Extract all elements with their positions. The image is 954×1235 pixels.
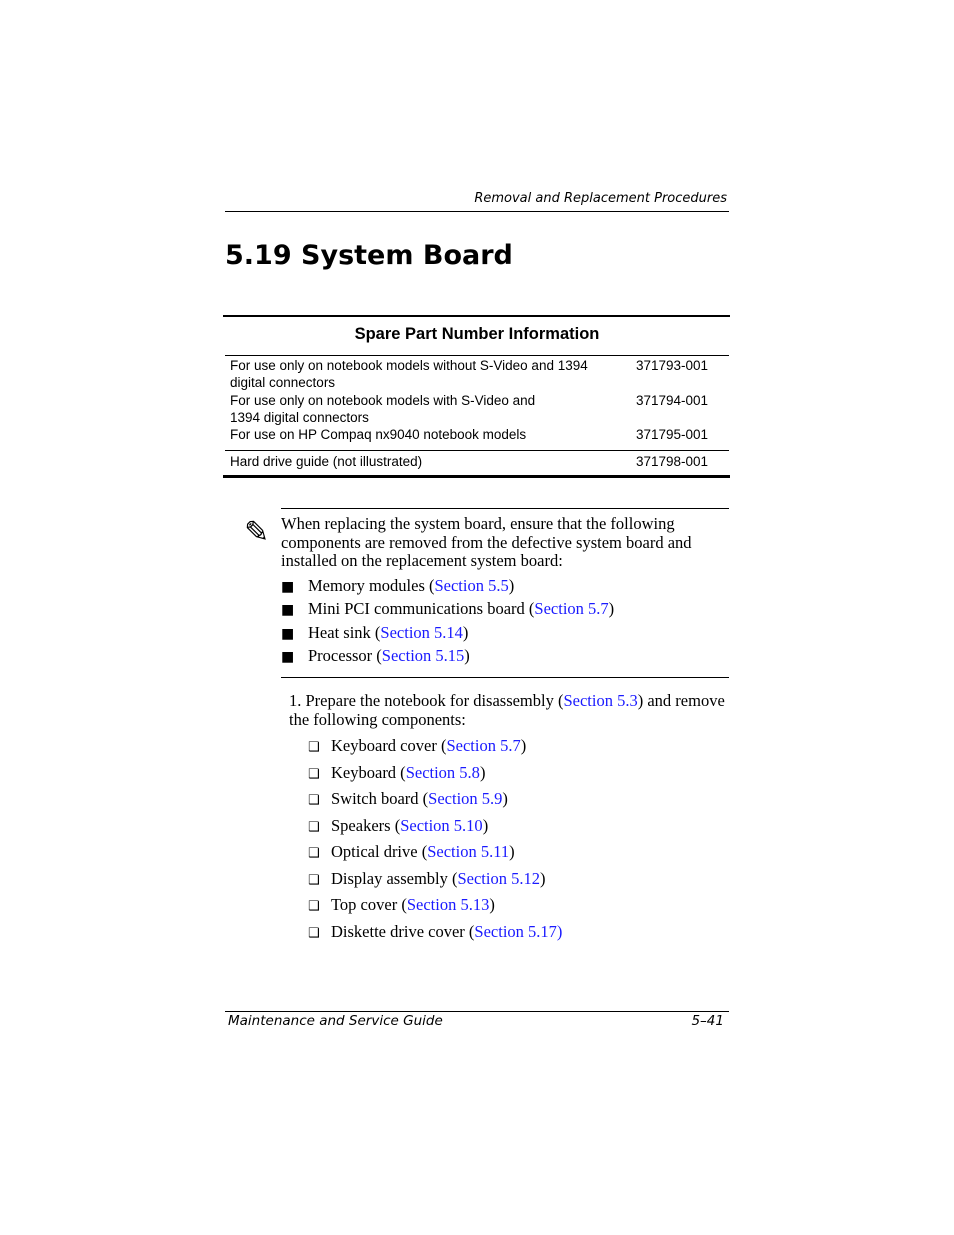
part-number: 371793-001 <box>636 358 709 373</box>
list-item: ❑ Diskette drive cover (Section 5.17) <box>308 922 562 944</box>
section-link[interactable]: Section 5.7 <box>446 736 521 755</box>
list-item: ■ Memory modules (Section 5.5) <box>281 576 515 595</box>
part-number: 371795-001 <box>636 427 709 442</box>
checkbox-bullet-icon: ❑ <box>308 820 320 835</box>
table-top-rule <box>223 315 730 317</box>
list-item: ❑ Top cover (Section 5.13) <box>308 895 495 917</box>
table-row <box>230 453 620 470</box>
section-link[interactable]: Section 5.17) <box>474 922 563 941</box>
list-item: ❑ Keyboard (Section 5.8) <box>308 763 485 785</box>
header-rule <box>225 211 729 212</box>
checkbox-bullet-icon: ❑ <box>308 873 320 888</box>
footer-rule <box>225 1011 729 1012</box>
section-link[interactable]: Section 5.3 <box>563 691 638 710</box>
checkbox-bullet-icon: ❑ <box>308 899 320 914</box>
list-item: ■ Heat sink (Section 5.14) <box>281 623 469 642</box>
table-caption: Spare Part Number Information <box>354 325 600 343</box>
checkbox-bullet-icon: ❑ <box>308 793 320 808</box>
checkbox-bullet-icon: ❑ <box>308 846 320 861</box>
row-desc-line: For use only on notebook models without S-Video and 1394 <box>230 358 588 373</box>
section-link[interactable]: Section 5.10 <box>400 816 483 835</box>
table-header-rule <box>225 355 729 356</box>
section-link[interactable]: Section 5.5 <box>434 576 509 595</box>
section-link[interactable]: Section 5.9 <box>428 789 503 808</box>
table-row <box>230 392 620 426</box>
footer-guide-title: Maintenance and Service Guide <box>228 1013 443 1029</box>
table-row <box>230 426 620 443</box>
list-item: ■ Mini PCI communications board (Section 5.7) <box>281 599 615 618</box>
list-item: ❑ Optical drive (Section 5.11) <box>308 842 515 864</box>
row-desc-line: 1394 digital connectors <box>230 410 369 425</box>
step-number: 1. <box>289 691 302 710</box>
checkbox-bullet-icon: ❑ <box>308 767 320 782</box>
list-item: ■ Processor (Section 5.15) <box>281 646 470 665</box>
page-number: 5–41 <box>691 1013 724 1029</box>
checkbox-bullet-icon: ❑ <box>308 740 320 755</box>
section-link[interactable]: Section 5.11 <box>427 842 510 861</box>
note-top-rule <box>281 508 729 509</box>
pencil-note-icon: ✎ <box>244 515 270 550</box>
table-bottom-rule <box>223 475 730 478</box>
row-desc-line: Hard drive guide (not illustrated) <box>230 454 423 469</box>
section-link[interactable]: Section 5.8 <box>405 763 480 782</box>
procedure-step: 1. Prepare the notebook for disassembly (Section 5.3) and remove the following components: <box>289 691 725 729</box>
table-row-rule <box>225 450 729 451</box>
row-desc-line: For use on HP Compaq nx9040 notebook models <box>230 427 527 442</box>
section-link[interactable]: Section 5.7 <box>534 599 609 618</box>
section-link[interactable]: Section 5.13 <box>406 895 490 914</box>
list-item: ❑ Switch board (Section 5.9) <box>308 789 508 811</box>
list-item: ❑ Display assembly (Section 5.12) <box>308 869 545 891</box>
row-desc-line: For use only on notebook models with S-Video and <box>230 393 536 408</box>
square-bullet-icon: ■ <box>281 579 295 595</box>
part-number: 371798-001 <box>636 454 709 469</box>
list-item: ❑ Keyboard cover (Section 5.7) <box>308 736 526 758</box>
section-link[interactable]: Section 5.14 <box>380 623 463 642</box>
row-desc-line: digital connectors <box>230 375 336 390</box>
list-item: ❑ Speakers (Section 5.10) <box>308 816 488 838</box>
square-bullet-icon: ■ <box>281 649 295 665</box>
part-number: 371794-001 <box>636 393 709 408</box>
section-link[interactable]: Section 5.15 <box>381 646 465 665</box>
table-row <box>230 357 620 391</box>
section-link[interactable]: Section 5.12 <box>457 869 540 888</box>
note-text: When replacing the system board, ensure that the following components are removed from the defective system board and installed on the replacement system board: <box>281 514 692 570</box>
note-bottom-rule <box>281 677 729 678</box>
running-header: Removal and Replacement Procedures <box>474 191 727 206</box>
square-bullet-icon: ■ <box>281 626 295 642</box>
checkbox-bullet-icon: ❑ <box>308 926 320 941</box>
section-title: 5.19 System Board <box>225 240 513 271</box>
square-bullet-icon: ■ <box>281 602 295 618</box>
